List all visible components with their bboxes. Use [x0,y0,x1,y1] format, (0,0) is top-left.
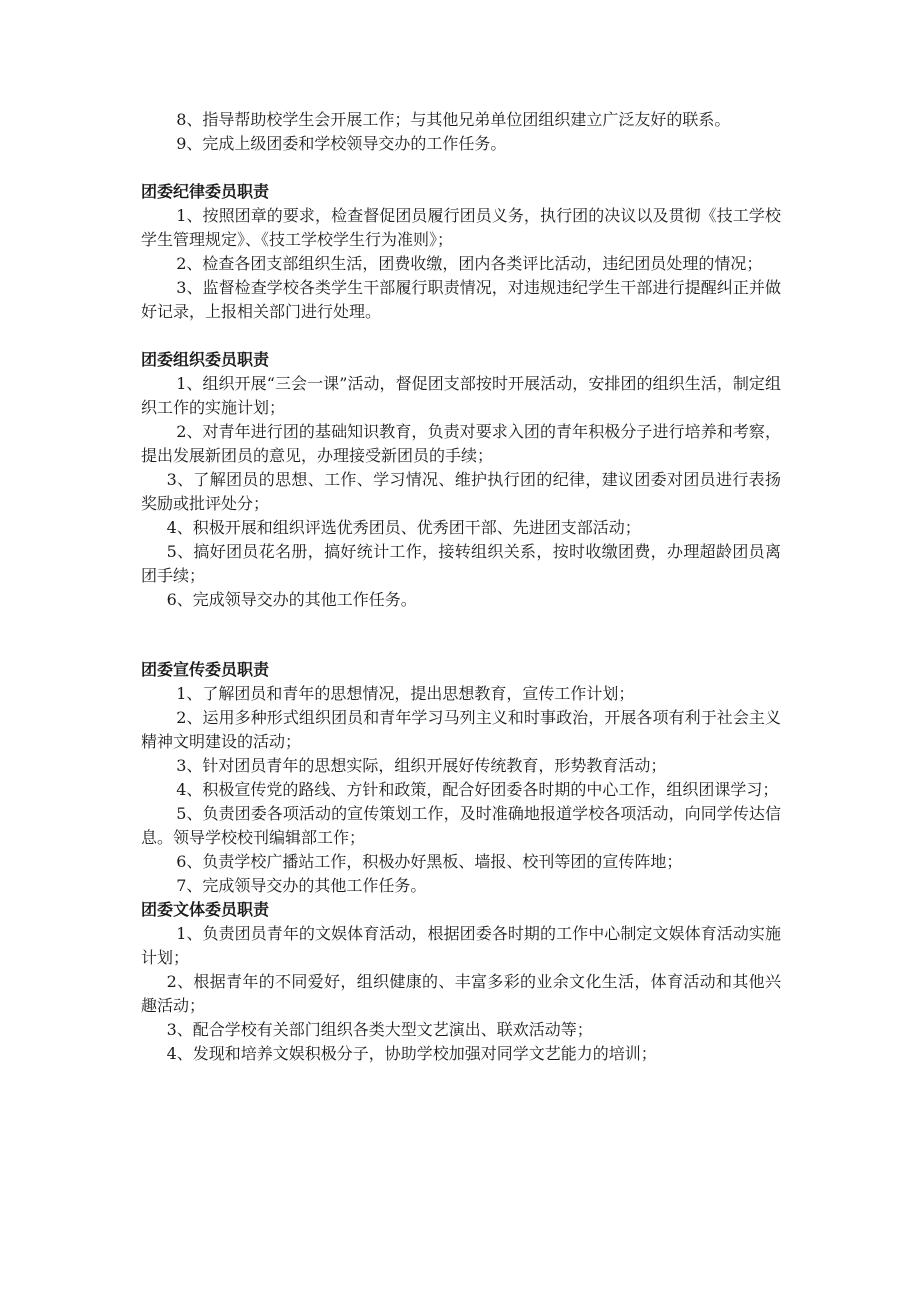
organization-heading: 团委组织委员职责 [141,350,270,369]
discipline-item-1: 1、按照团章的要求，检查督促团员履行团员义务，执行团的决议以及贯彻《技工学校学生管理规定》、《技工学校学生行为准则》； [141,206,781,249]
propaganda-section [141,658,781,898]
organization-item-3: 3、了解团员的思想、工作、学习情况、维护执行团的纪律，建议团委对团员进行表扬奖励或批评处分； [141,470,781,513]
culture-heading: 团委文体委员职责 [141,900,270,919]
organization-item-6: 6、完成领导交办的其他工作任务。 [166,590,417,609]
discipline-item-2: 2、检查各团支部组织生活，团费收缴，团内各类评比活动，违纪团员处理的情况； [176,254,763,273]
organization-item-1: 1、组织开展“三会一课”活动，督促团支部按时开展活动，安排团的组织生活，制定组织工作的实施计划； [141,374,781,417]
organization-item-4: 4、积极开展和组织评选优秀团员、优秀团干部、先进团支部活动； [166,518,641,537]
propaganda-item-5: 5、负责团委各项活动的宣传策划工作，及时准确地报道学校各项活动，向同学传达信息。领导学校校刊编辑部工作； [141,804,781,847]
propaganda-item-2: 2、运用多种形式组织团员和青年学习马列主义和时事政治，开展各项有利于社会主义精神文明建设的活动； [141,708,781,751]
organization-item-5: 5、搞好团员花名册，搞好统计工作，接转组织关系，按时收缴团费，办理超龄团员离团手续； [141,542,781,585]
propaganda-item-7: 7、完成领导交办的其他工作任务。 [176,876,427,895]
discipline-item-3: 3、监督检查学校各类学生干部履行职责情况，对违规违纪学生干部进行提醒纠正并做好记录，上报相关部门进行处理。 [141,278,781,321]
document-page [141,108,781,1066]
culture-item-3: 3、配合学校有关部门组织各类大型文艺演出、联欢活动等； [166,1020,593,1039]
intro-item-9: 9、完成上级团委和学校领导交办的工作任务。 [176,134,507,153]
organization-item-2: 2、对青年进行团的基础知识教育，负责对要求入团的青年积极分子进行培养和考察，提出发展新团员的意见，办理接受新团员的手续； [141,422,781,465]
discipline-heading: 团委纪律委员职责 [141,182,270,201]
propaganda-item-6: 6、负责学校广播站工作，积极办好黑板、墙报、校刊等团的宣传阵地； [176,852,683,871]
intro-item-8: 8、指导帮助校学生会开展工作；与其他兄弟单位团组织建立广泛友好的联系。 [176,110,731,129]
intro-section [141,108,781,156]
discipline-section [141,180,781,324]
propaganda-item-4: 4、积极宣传党的路线、方针和政策，配合好团委各时期的中心工作，组织团课学习； [176,780,779,799]
propaganda-item-3: 3、针对团员青年的思想实际，组织开展好传统教育，形势教育活动； [176,756,667,775]
organization-section [141,348,781,612]
culture-item-2: 2、根据青年的不同爱好，组织健康的、丰富多彩的业余文化生活，体育活动和其他兴趣活动； [141,972,781,1015]
propaganda-heading: 团委宣传委员职责 [141,660,270,679]
culture-section [141,898,781,1066]
culture-item-4: 4、发现和培养文娱积极分子，协助学校加强对同学文艺能力的培训； [166,1044,657,1063]
culture-item-1: 1、负责团员青年的文娱体育活动，根据团委各时期的工作中心制定文娱体育活动实施计划； [141,924,781,967]
propaganda-item-1: 1、了解团员和青年的思想情况，提出思想教育，宣传工作计划； [176,684,635,703]
